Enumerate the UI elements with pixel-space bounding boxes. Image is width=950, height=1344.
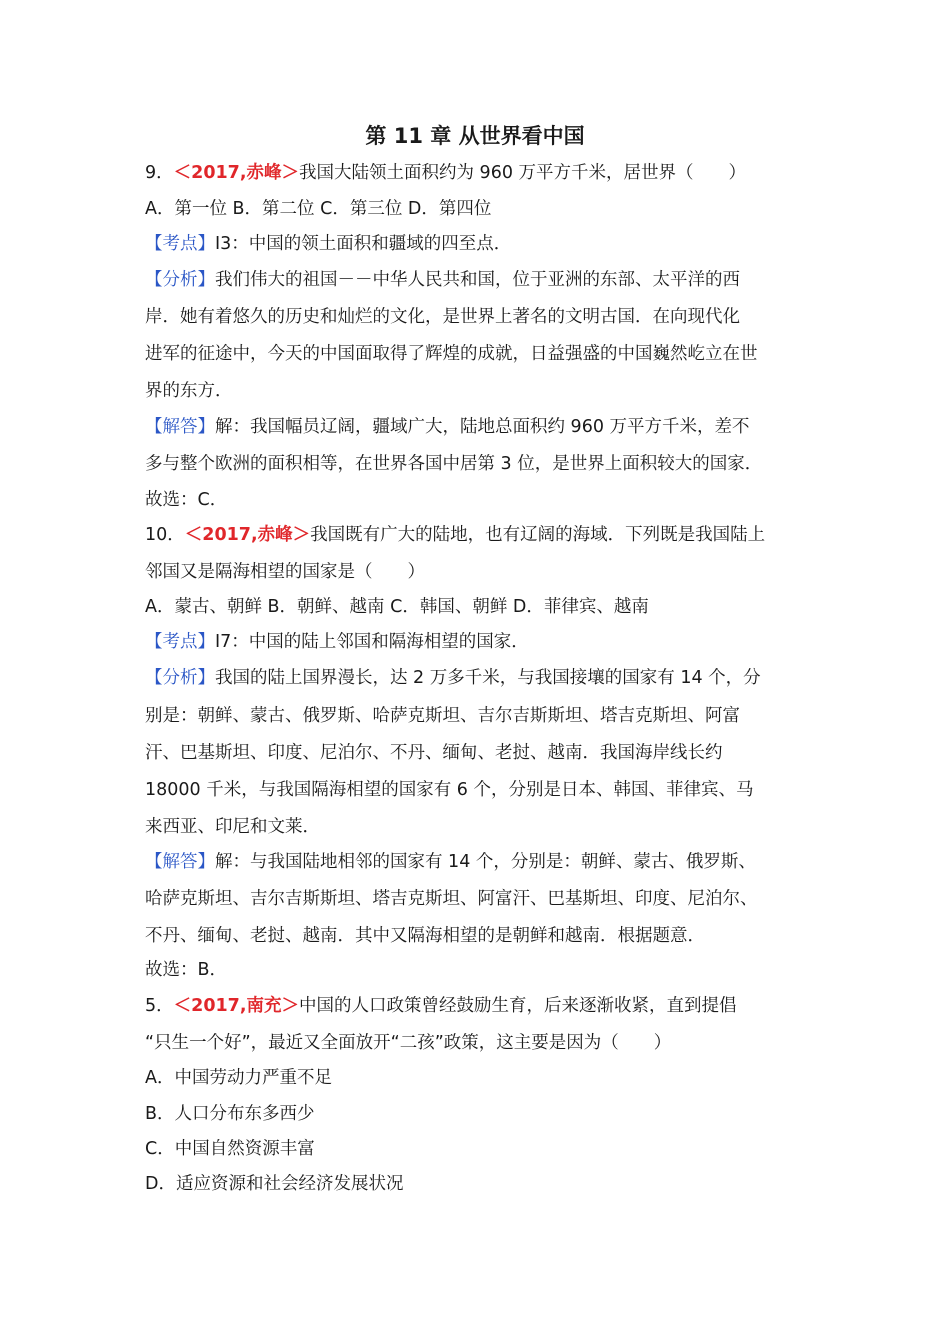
question-9-answer: 故选：C． [145, 490, 228, 510]
question-9-fenxi [145, 268, 740, 292]
question-number: 5． [145, 996, 174, 1016]
question-9-kaodian [145, 232, 511, 256]
question-10-jieda [145, 850, 756, 874]
fenxi-line: 界的东方． [145, 381, 233, 401]
jieda-tag: 【解答】 [145, 852, 215, 872]
kaodian-tag: 【考点】 [145, 234, 215, 254]
jieda-line: 多与整个欧洲的面积相等，在世界各国中居第 3 位，是世界上面积较大的国家． [145, 454, 763, 474]
question-10-options: A．蒙古、朝鲜 B．朝鲜、越南 C．韩国、朝鲜 D．菲律宾、越南 [145, 597, 649, 617]
question-10-answer: 故选：B． [145, 960, 228, 980]
fenxi-line: 18000 千米，与我国隔海相望的国家有 6 个，分别是日本、韩国、菲律宾、马 [145, 780, 754, 800]
fenxi-line: 汗、巴基斯坦、印度、尼泊尔、不丹、缅甸、老挝、越南．我国海岸线长约 [145, 743, 723, 763]
option-c: C．中国自然资源丰富 [145, 1139, 315, 1159]
question-10-stem [145, 523, 765, 547]
question-source: ＜2017,南充＞ [173, 996, 299, 1016]
question-10-fenxi [145, 666, 761, 690]
question-5-stem [145, 994, 737, 1018]
question-text: 我国大陆领土面积约为 960 万平方千米，居世界（ ） [299, 163, 747, 183]
fenxi-line: 岸．她有着悠久的历史和灿烂的文化，是世界上著名的文明古国．在向现代化 [145, 307, 740, 327]
question-9-stem [145, 161, 746, 185]
jieda-line: 不丹、缅甸、老挝、越南．其中又隔海相望的是朝鲜和越南．根据题意． [145, 926, 705, 946]
question-source: ＜2017,赤峰＞ [173, 163, 299, 183]
question-source: ＜2017,赤峰＞ [184, 525, 311, 545]
fenxi-line: 我国的陆上国界漫长，达 2 万多千米，与我国接壤的国家有 14 个，分 [215, 668, 761, 688]
question-number: 9． [145, 163, 174, 183]
fenxi-line: 我们伟大的祖国－－中华人民共和国，位于亚洲的东部、太平洋的西 [215, 270, 740, 290]
option-d: D．适应资源和社会经济发展状况 [145, 1174, 404, 1194]
jieda-line: 解：我国幅员辽阔，疆域广大，陆地总面积约 960 万平方千米，差不 [215, 417, 750, 437]
question-10-kaodian [145, 630, 529, 654]
fenxi-tag: 【分析】 [145, 668, 215, 688]
question-9-jieda [145, 415, 750, 439]
question-text: 中国的人口政策曾经鼓励生育，后来逐渐收紧，直到提倡 [299, 996, 737, 1016]
question-text: 邻国又是隔海相望的国家是（ ） [145, 562, 425, 582]
jieda-line: 哈萨克斯坦、吉尔吉斯斯坦、塔吉克斯坦、阿富汗、巴基斯坦、印度、尼泊尔、 [145, 889, 758, 909]
question-number: 10． [145, 525, 185, 545]
kaodian-text: I3：中国的领土面积和疆域的四至点． [215, 234, 512, 254]
option-b: B．人口分布东多西少 [145, 1104, 315, 1124]
question-text: “只生一个好”，最近又全面放开“二孩”政策，这主要是因为（ ） [145, 1033, 672, 1053]
fenxi-line: 进军的征途中，今天的中国面取得了辉煌的成就，日益强盛的中国巍然屹立在世 [145, 344, 758, 364]
fenxi-line: 来西亚、印尼和文莱． [145, 817, 320, 837]
page-title: 第 11 章 从世界看中国 [365, 124, 585, 148]
question-text: 我国既有广大的陆地，也有辽阔的海域．下列既是我国陆上 [310, 525, 766, 545]
question-9-options: A．第一位 B．第二位 C．第三位 D．第四位 [145, 199, 492, 219]
jieda-line: 解：与我国陆地相邻的国家有 14 个，分别是：朝鲜、蒙古、俄罗斯、 [215, 852, 756, 872]
option-a: A．中国劳动力严重不足 [145, 1068, 332, 1088]
kaodian-tag: 【考点】 [145, 632, 215, 652]
jieda-tag: 【解答】 [145, 417, 215, 437]
fenxi-line: 别是：朝鲜、蒙古、俄罗斯、哈萨克斯坦、吉尔吉斯斯坦、塔吉克斯坦、阿富 [145, 706, 740, 726]
fenxi-tag: 【分析】 [145, 270, 215, 290]
kaodian-text: I7：中国的陆上邻国和隔海相望的国家． [215, 632, 529, 652]
